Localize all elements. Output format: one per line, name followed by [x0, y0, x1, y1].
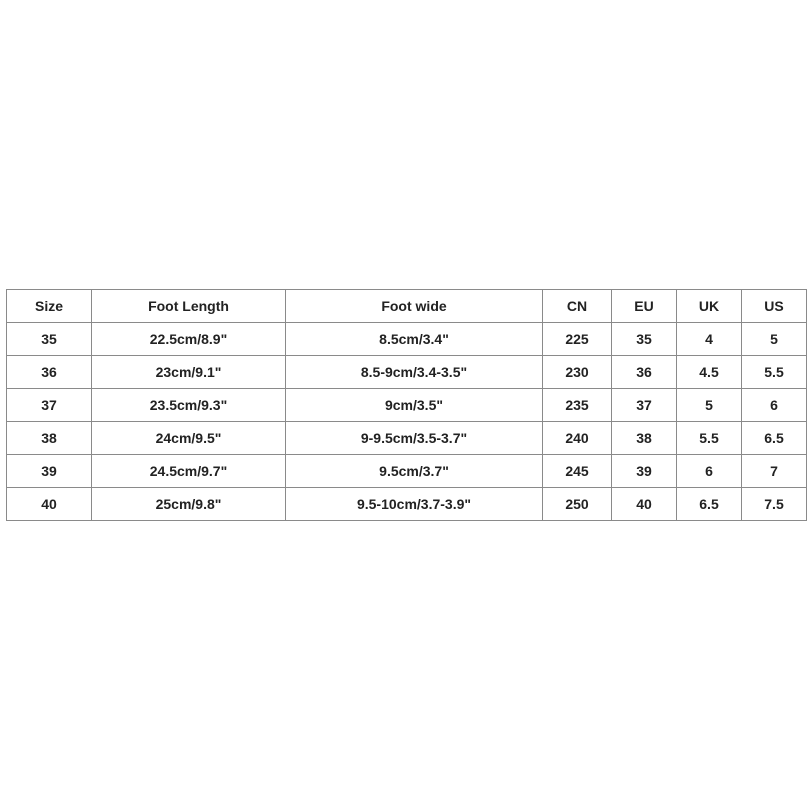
cell-cn: 250 [543, 488, 612, 521]
cell-eu: 35 [612, 323, 677, 356]
cell-uk: 6.5 [677, 488, 742, 521]
header-cn: CN [543, 290, 612, 323]
header-foot-wide: Foot wide [286, 290, 543, 323]
cell-cn: 225 [543, 323, 612, 356]
cell-foot-wide: 9-9.5cm/3.5-3.7" [286, 422, 543, 455]
cell-eu: 38 [612, 422, 677, 455]
cell-uk: 5 [677, 389, 742, 422]
cell-foot-length: 22.5cm/8.9" [92, 323, 286, 356]
cell-foot-wide: 8.5-9cm/3.4-3.5" [286, 356, 543, 389]
cell-us: 5 [742, 323, 807, 356]
cell-size: 39 [7, 455, 92, 488]
table-row [7, 356, 807, 389]
header-uk: UK [677, 290, 742, 323]
cell-uk: 4 [677, 323, 742, 356]
table-row [7, 323, 807, 356]
table-header-row [7, 290, 807, 323]
cell-cn: 230 [543, 356, 612, 389]
cell-us: 6 [742, 389, 807, 422]
cell-uk: 4.5 [677, 356, 742, 389]
cell-foot-length: 24cm/9.5" [92, 422, 286, 455]
cell-foot-wide: 9.5-10cm/3.7-3.9" [286, 488, 543, 521]
table-row [7, 422, 807, 455]
header-foot-length: Foot Length [92, 290, 286, 323]
size-chart-table [6, 289, 807, 521]
cell-size: 35 [7, 323, 92, 356]
cell-us: 7 [742, 455, 807, 488]
cell-foot-wide: 8.5cm/3.4" [286, 323, 543, 356]
cell-us: 7.5 [742, 488, 807, 521]
header-eu: EU [612, 290, 677, 323]
cell-uk: 5.5 [677, 422, 742, 455]
cell-eu: 36 [612, 356, 677, 389]
cell-us: 6.5 [742, 422, 807, 455]
cell-cn: 240 [543, 422, 612, 455]
cell-cn: 235 [543, 389, 612, 422]
table-row [7, 455, 807, 488]
cell-size: 38 [7, 422, 92, 455]
table-row [7, 389, 807, 422]
cell-size: 37 [7, 389, 92, 422]
table-row [7, 488, 807, 521]
cell-foot-length: 23cm/9.1" [92, 356, 286, 389]
cell-size: 36 [7, 356, 92, 389]
cell-uk: 6 [677, 455, 742, 488]
cell-eu: 37 [612, 389, 677, 422]
cell-eu: 39 [612, 455, 677, 488]
cell-us: 5.5 [742, 356, 807, 389]
header-size: Size [7, 290, 92, 323]
cell-size: 40 [7, 488, 92, 521]
cell-foot-length: 25cm/9.8" [92, 488, 286, 521]
cell-foot-wide: 9.5cm/3.7" [286, 455, 543, 488]
cell-foot-length: 23.5cm/9.3" [92, 389, 286, 422]
header-us: US [742, 290, 807, 323]
cell-cn: 245 [543, 455, 612, 488]
cell-eu: 40 [612, 488, 677, 521]
cell-foot-wide: 9cm/3.5" [286, 389, 543, 422]
cell-foot-length: 24.5cm/9.7" [92, 455, 286, 488]
